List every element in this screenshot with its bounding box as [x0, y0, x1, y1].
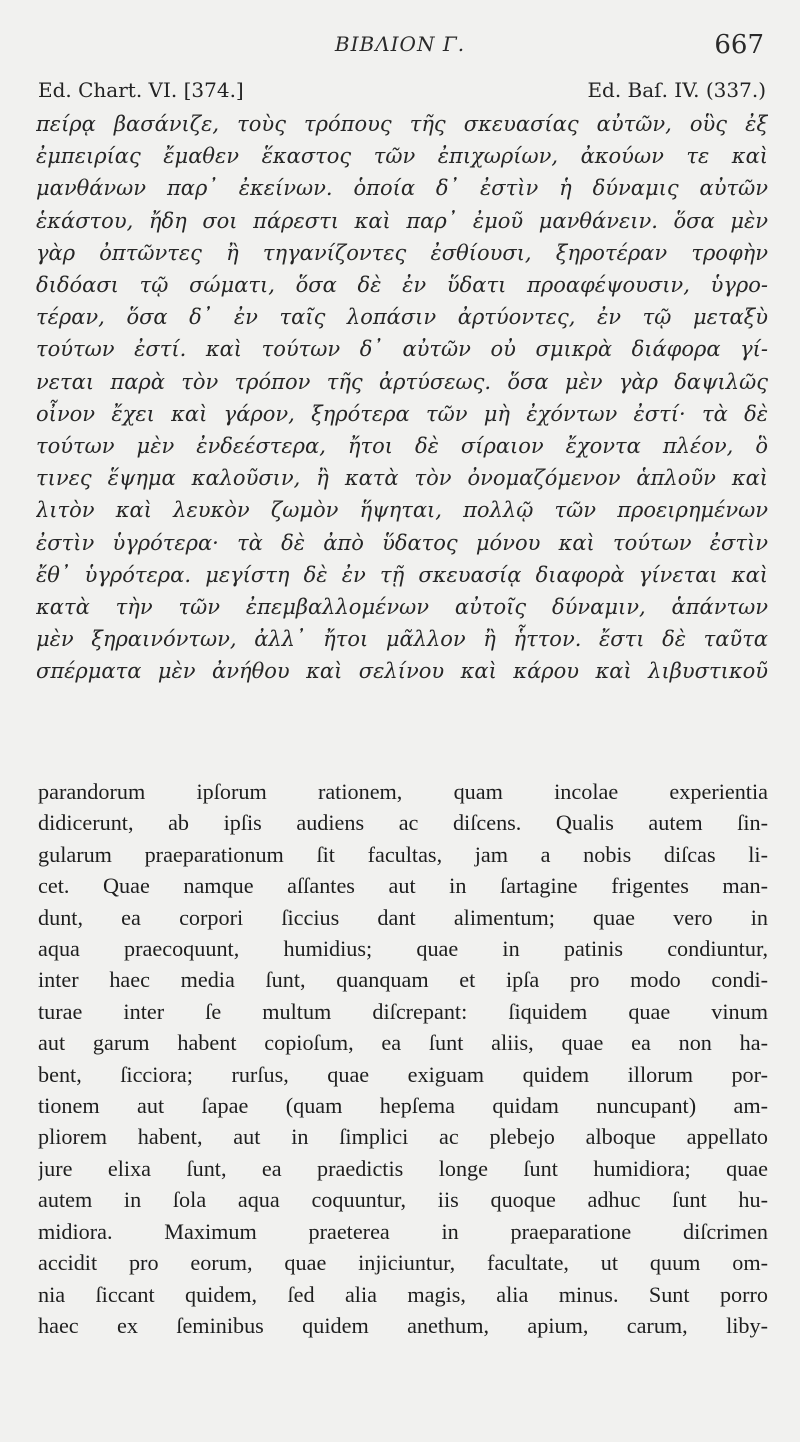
greek-line: πείρᾳ βασάνιζε, τοὺς τρόπους τῆς σκευασίας αὐτῶν, οὓς ἐξ — [36, 112, 768, 136]
edition-chart-reference: Ed. Chart. VI. [374.] — [38, 78, 244, 102]
greek-line: ἐστὶν ὑγρότερα· τὰ δὲ ἀπὸ ὕδατος μόνου καὶ τούτων ἐστὶν — [36, 530, 768, 555]
latin-line: didicerunt, ab ipſis audiens ac diſcens. Qualis autem ſin- — [38, 810, 768, 836]
latin-line: autem in ſola aqua coquuntur, iis quoque adhuc ſunt hu- — [38, 1187, 768, 1213]
latin-line: gularum praeparationum ſit facultas, jam a nobis diſcas li- — [38, 841, 768, 867]
greek-line: κατὰ τὴν τῶν ἐπεμβαλλομένων αὐτοῖς δύναμιν, ἁπάντων — [36, 595, 768, 620]
latin-line: parandorum ipſorum rationem, quam incolae experientia — [38, 779, 768, 804]
latin-line: aut garum habent copioſum, ea ſunt aliis, quae ea non ha- — [38, 1030, 768, 1056]
latin-line: turae inter ſe multum diſcrepant: ſiquidem quae vinum — [38, 998, 768, 1024]
running-head-title: ΒΙΒΛΙΟΝ Γ. — [334, 32, 466, 56]
greek-line: ἑκάστου, ἤδη σοι πάρεστι καὶ παρ᾽ ἐμοῦ μανθάνειν. ὅσα μὲν — [36, 208, 768, 233]
page-number: 667 — [714, 30, 764, 60]
latin-line: cet. Quae namque aſſantes aut in ſartagine frigentes man- — [38, 873, 768, 899]
latin-line: nia ſiccant quidem, ſed alia magis, alia minus. Sunt porro — [38, 1281, 768, 1307]
greek-line: γὰρ ὀπτῶντες ἢ τηγανίζοντες ἐσθίουσι, ξηροτέραν τροφὴν — [36, 240, 768, 265]
greek-line: τέραν, ὅσα δ᾽ ἐν ταῖς λοπάσιν ἀρτύοντες, ἐν τῷ μεταξὺ — [36, 305, 768, 330]
greek-line: διδόασι τῷ σώματι, ὅσα δὲ ἐν ὕδατι προαφέψουσιν, ὑγρο- — [36, 273, 768, 298]
latin-line: bent, ſicciora; rurſus, quae exiguam quidem illorum por- — [38, 1061, 768, 1087]
greek-line: οἶνον ἔχει καὶ γάρον, ξηρότερα τῶν μὴ ἐχόντων ἐστί· τὰ δὲ — [36, 401, 768, 426]
greek-line: μανθάνων παρ᾽ ἐκείνων. ὁποία δ᾽ ἐστὶν ἡ δύναμις αὐτῶν — [36, 176, 768, 201]
latin-line: inter haec media ſunt, quanquam et ipſa pro modo condi- — [38, 967, 768, 993]
edition-reference-line — [38, 78, 766, 102]
greek-line: λιτὸν καὶ λευκὸν ζωμὸν ἥψηται, πολλῷ τῶν προειρημένων — [36, 498, 768, 523]
greek-line: ἔθ᾽ ὑγρότερα. μεγίστη δὲ ἐν τῇ σκευασίᾳ διαφορὰ γίνεται καὶ — [36, 562, 768, 587]
edition-basel-reference: Ed. Baſ. IV. (337.) — [587, 78, 766, 102]
greek-line: τούτων μὲν ἐνδεέστερα, ἤτοι δὲ σίραιον ἔχοντα πλέον, ὃ — [36, 434, 768, 459]
latin-line: tionem aut ſapae (quam hepſema quidam nuncupant) am- — [38, 1093, 768, 1119]
greek-line: μὲν ξηραινόντων, ἀλλ᾽ ἤτοι μᾶλλον ἢ ἧττον. ἔστι δὲ ταῦτα — [36, 627, 768, 652]
latin-line: pliorem habent, aut in ſimplici ac plebejo alboque appellato — [38, 1124, 768, 1150]
latin-text-block — [38, 776, 768, 1341]
latin-line: jure elixa ſunt, ea praedictis longe ſunt humidiora; quae — [38, 1155, 768, 1181]
greek-line: τούτων ἐστί. καὶ τούτων δ᾽ αὐτῶν οὐ σμικρὰ διάφορα γί- — [36, 337, 768, 362]
latin-line: haec ex ſeminibus quidem anethum, apium, carum, liby- — [38, 1312, 768, 1338]
greek-text-block — [36, 108, 768, 688]
greek-line: ἐμπειρίας ἔμαθεν ἕκαστος τῶν ἐπιχωρίων, ἀκούων τε καὶ — [36, 144, 768, 169]
latin-line: accidit pro eorum, quae injiciuntur, facultate, ut quum om- — [38, 1250, 768, 1276]
latin-line: aqua praecoquunt, humidius; quae in patinis condiuntur, — [38, 936, 768, 962]
greek-line: νεται παρὰ τὸν τρόπον τῆς ἀρτύσεως. ὅσα μὲν γὰρ δαψιλῶς — [36, 369, 768, 394]
latin-line: dunt, ea corpori ſiccius dant alimentum; quae vero in — [38, 904, 768, 930]
latin-line: midiora. Maximum praeterea in praeparatione diſcrimen — [38, 1218, 768, 1244]
greek-line: σπέρματα μὲν ἀνήθου καὶ σελίνου καὶ κάρου καὶ λιβυστικοῦ — [36, 659, 768, 684]
greek-line: τινες ἕψημα καλοῦσιν, ἢ κατὰ τὸν ὀνομαζόμενον ἁπλοῦν καὶ — [36, 466, 768, 491]
